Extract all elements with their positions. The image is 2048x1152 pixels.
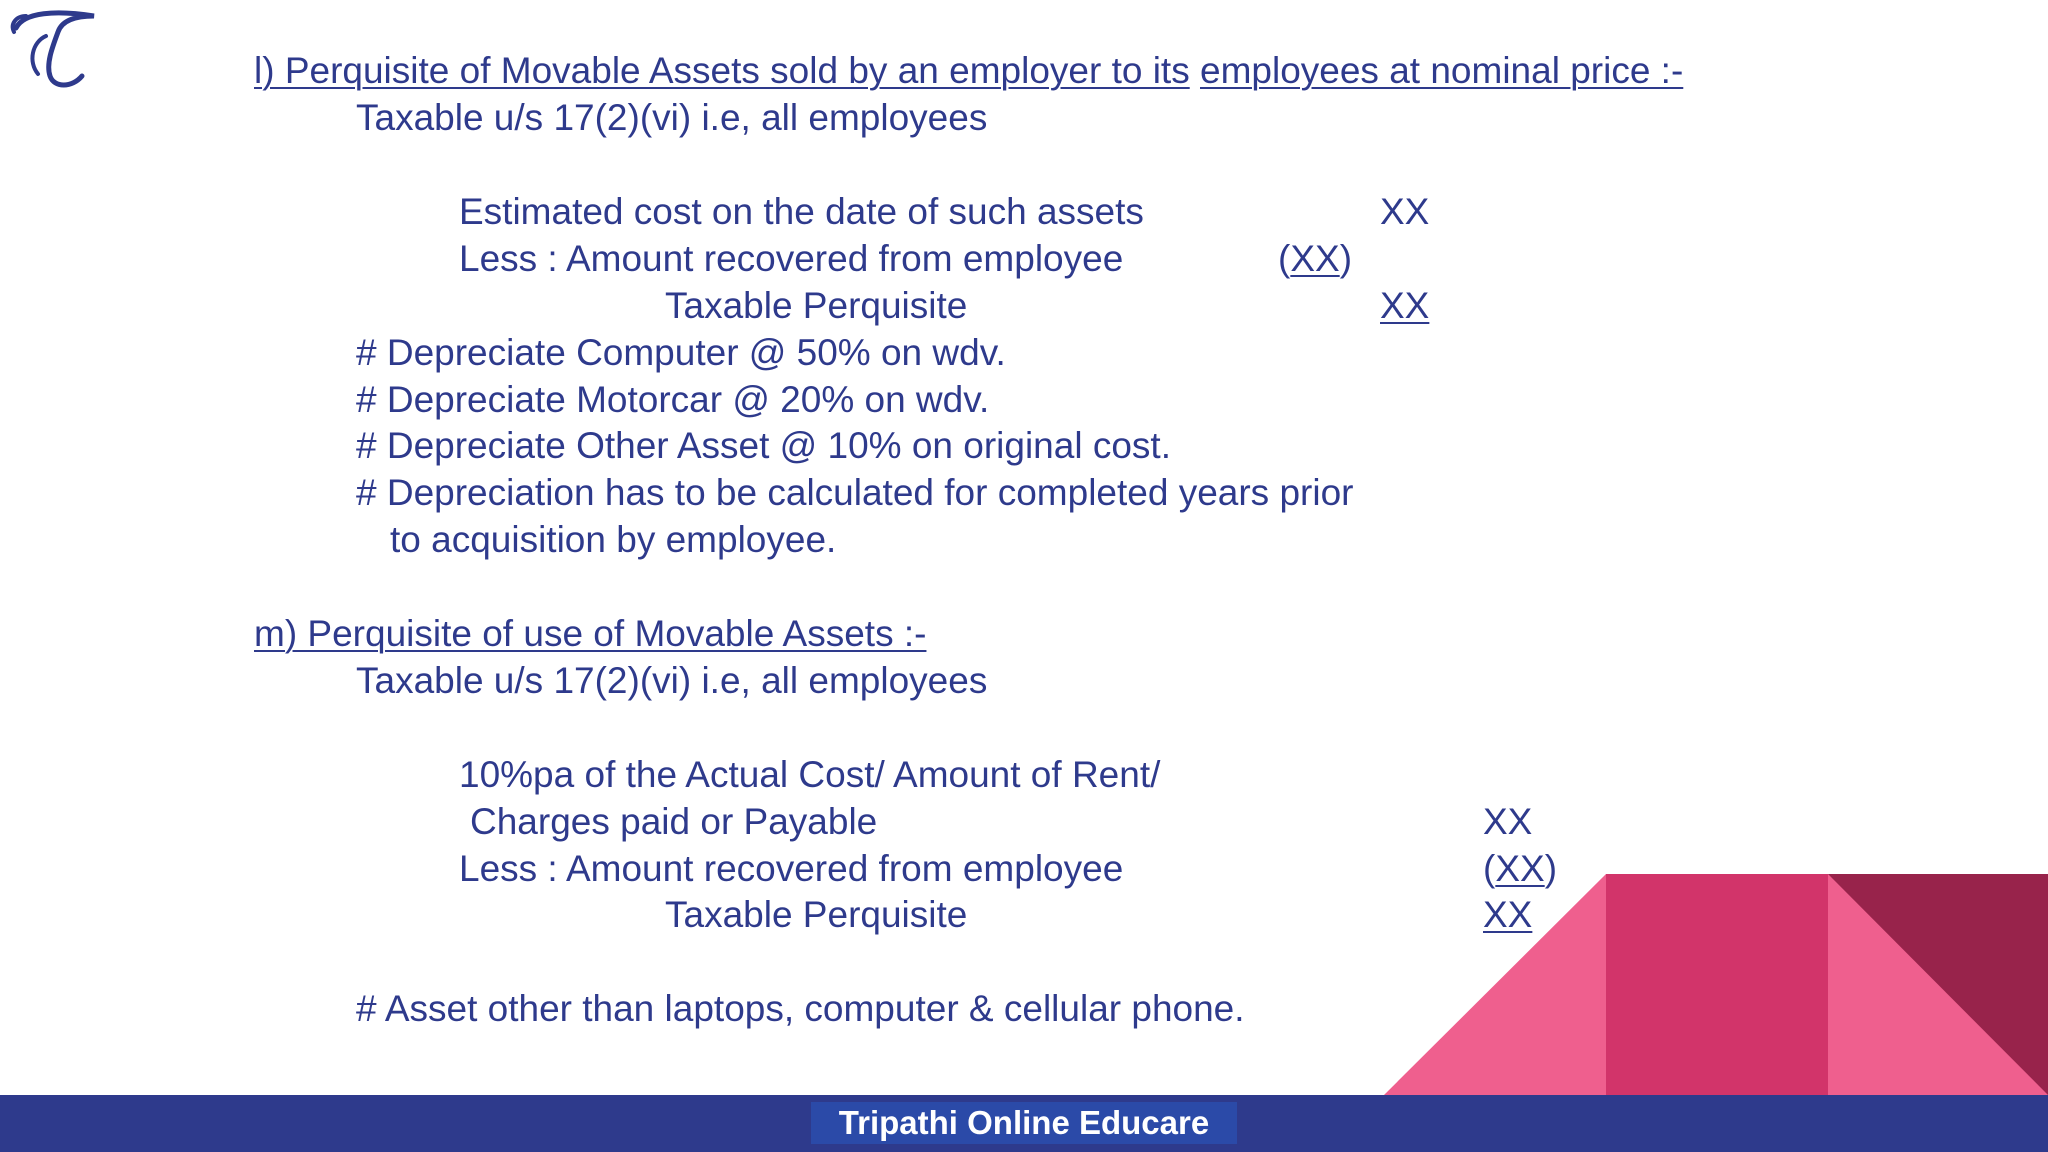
section-m-heading: m) Perquisite of use of Movable Assets :- — [254, 613, 927, 654]
section-l-heading: l) Perquisite of Movable Assets sold by an employer to its employees at nominal price :- — [254, 50, 1684, 91]
section-l-note: # Depreciation has to be calculated for completed years prior — [356, 472, 1354, 513]
section-l-row-value: (XX) — [1278, 238, 1353, 279]
section-l-note: # Depreciate Computer @ 50% on wdv. — [356, 332, 1006, 373]
section-l-taxable: Taxable u/s 17(2)(vi) i.e, all employees — [356, 97, 988, 138]
section-l-note: # Depreciate Motorcar @ 20% on wdv. — [356, 379, 990, 420]
section-l-row-label: Less : Amount recovered from employee — [459, 238, 1124, 279]
section-m-row-label: Charges paid or Payable — [470, 801, 878, 842]
section-m-note: # Asset other than laptops, computer & cellular phone. — [356, 988, 1245, 1029]
section-l-row-value: XX — [1380, 285, 1430, 326]
section-m-row-label: Less : Amount recovered from employee — [459, 848, 1124, 889]
section-m-row-value: XX — [1483, 801, 1533, 842]
section-l-row-label: Estimated cost on the date of such assets — [459, 191, 1144, 232]
section-m-row-label: 10%pa of the Actual Cost/ Amount of Rent/ — [459, 754, 1161, 795]
footer-brand-label: Tripathi Online Educare — [811, 1102, 1237, 1144]
deco-triangle-left — [1384, 874, 1606, 1095]
section-l-row-label: Taxable Perquisite — [665, 285, 968, 326]
section-m-taxable: Taxable u/s 17(2)(vi) i.e, all employees — [356, 660, 988, 701]
section-m-row-value: XX — [1483, 894, 1533, 935]
section-m-row-value: (XX) — [1483, 848, 1558, 889]
section-l-row-value: XX — [1380, 191, 1430, 232]
deco-square-mid — [1606, 874, 1828, 1095]
section-m-row-label: Taxable Perquisite — [665, 894, 968, 935]
section-l-note: # Depreciate Other Asset @ 10% on original cost. — [356, 425, 1171, 466]
section-l-note: to acquisition by employee. — [390, 519, 837, 560]
